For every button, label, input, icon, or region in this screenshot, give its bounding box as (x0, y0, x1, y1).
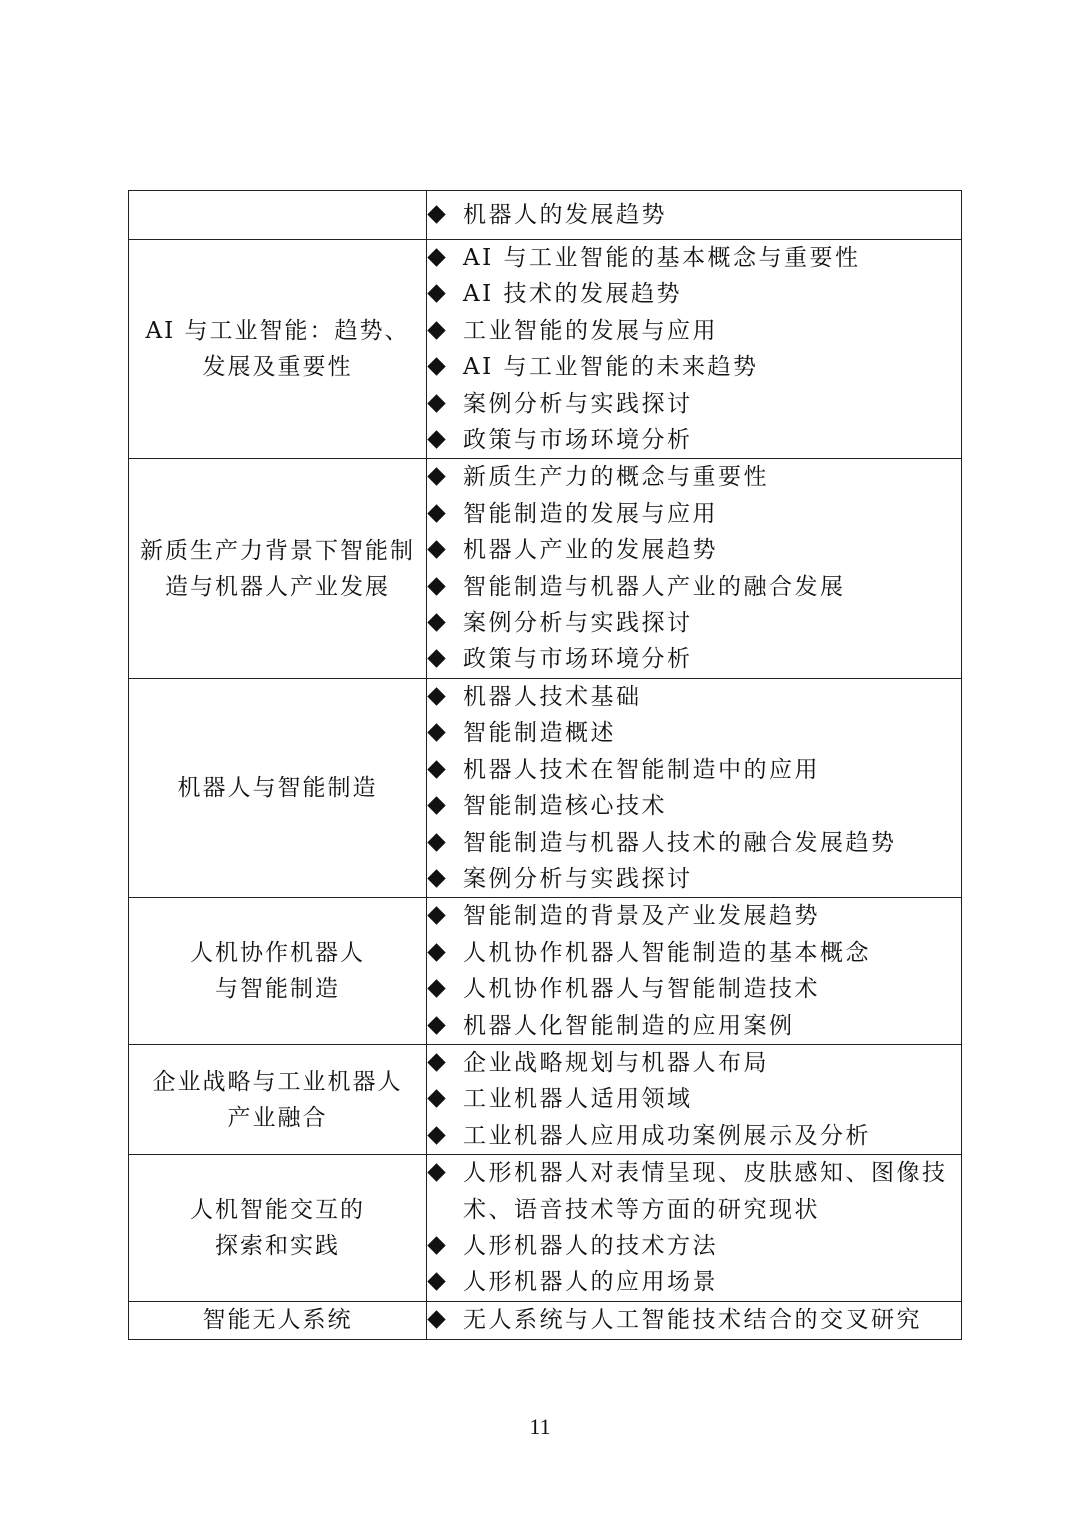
topic-cell (129, 459, 427, 678)
list-item (427, 1081, 961, 1117)
diamond-bullet-icon (427, 907, 445, 925)
course-table (128, 190, 962, 1340)
topic-line: 探索和实践 (215, 1232, 340, 1259)
list-item (427, 1302, 961, 1338)
list-item (427, 276, 961, 312)
items-cell (427, 191, 962, 240)
topic-line: 人机智能交互的 (190, 1196, 365, 1223)
list-item (427, 898, 961, 934)
table-row (129, 1155, 962, 1302)
diamond-bullet-icon (427, 468, 445, 486)
diamond-bullet-icon (427, 321, 445, 339)
diamond-bullet-icon (427, 577, 445, 595)
list-item (427, 825, 961, 861)
list-item-text: 人形机器人对表情呈现、皮肤感知、图像技术、语音技术等方面的研究现状 (463, 1160, 948, 1223)
list-item (427, 1118, 961, 1154)
list-item-text: 人机协作机器人智能制造的基本概念 (463, 939, 871, 966)
diamond-bullet-icon (427, 248, 445, 266)
list-item (427, 532, 961, 568)
list-item (427, 679, 961, 715)
list-item-text: 机器人技术在智能制造中的应用 (463, 756, 820, 783)
diamond-bullet-icon (427, 833, 445, 851)
bullet-list (427, 1155, 961, 1301)
list-item (427, 349, 961, 385)
bullet-list (427, 1302, 961, 1338)
diamond-bullet-icon (427, 541, 445, 559)
list-item (427, 422, 961, 458)
topic-cell (129, 191, 427, 240)
topic-line: 人机协作机器人 (190, 940, 365, 967)
diamond-bullet-icon (427, 613, 445, 631)
topic-cell (129, 1044, 427, 1154)
topic-line: 产业融合 (227, 1104, 328, 1131)
diamond-bullet-icon (427, 430, 445, 448)
diamond-bullet-icon (427, 1053, 445, 1071)
list-item-text: 政策与市场环境分析 (463, 427, 693, 454)
list-item (427, 1045, 961, 1081)
topic-line: 智能无人系统 (202, 1307, 353, 1334)
diamond-bullet-icon (427, 1163, 445, 1181)
bullet-list (427, 898, 961, 1044)
list-item-text: 企业战略规划与机器人布局 (463, 1049, 769, 1076)
list-item (427, 641, 961, 677)
topic-line: 造与机器人产业发展 (165, 573, 390, 600)
items-cell (427, 898, 962, 1045)
list-item-text: 人形机器人的技术方法 (463, 1232, 718, 1259)
items-cell (427, 240, 962, 459)
table-row (129, 1301, 962, 1339)
topic-line: 企业战略与工业机器人 (152, 1068, 403, 1095)
list-item-text: 智能制造概述 (463, 720, 616, 747)
items-cell (427, 1155, 962, 1302)
list-item-text: 案例分析与实践探讨 (463, 865, 693, 892)
list-item-text: 智能制造的背景及产业发展趋势 (463, 903, 820, 930)
list-item (427, 752, 961, 788)
course-table-body (129, 191, 962, 1340)
list-item-text: 案例分析与实践探讨 (463, 390, 693, 417)
page-number: 11 (529, 1414, 551, 1439)
list-item-text: 智能制造与机器人技术的融合发展趋势 (463, 829, 897, 856)
list-item-text: AI 与工业智能的基本概念与重要性 (463, 245, 861, 271)
list-item-text: 机器人的发展趋势 (463, 201, 667, 228)
list-item (427, 1155, 961, 1228)
list-item (427, 861, 961, 897)
diamond-bullet-icon (427, 504, 445, 522)
list-item-text: AI 与工业智能的未来趋势 (463, 354, 759, 381)
list-item-text: 工业机器人应用成功案例展示及分析 (463, 1122, 871, 1149)
diamond-bullet-icon (427, 650, 445, 668)
list-item-text: 政策与市场环境分析 (463, 646, 693, 673)
bullet-list (427, 1045, 961, 1154)
diamond-bullet-icon (427, 1236, 445, 1254)
items-cell (427, 678, 962, 897)
list-item (427, 788, 961, 824)
bullet-list (427, 197, 961, 233)
topic-line: 发展及重要性 (202, 354, 353, 381)
list-item-text: 无人系统与人工智能技术结合的交叉研究 (463, 1307, 922, 1334)
table-row (129, 191, 962, 240)
topic-line: AI 与工业智能：趋势、 (145, 318, 410, 345)
list-item (427, 715, 961, 751)
diamond-bullet-icon (427, 285, 445, 303)
list-item (427, 1228, 961, 1264)
diamond-bullet-icon (427, 724, 445, 742)
list-item-text: AI 技术的发展趋势 (463, 281, 683, 308)
list-item-text: 人形机器人的应用场景 (463, 1269, 718, 1296)
list-item (427, 935, 961, 971)
list-item-text: 案例分析与实践探讨 (463, 610, 693, 637)
list-item-text: 机器人技术基础 (463, 683, 642, 710)
items-cell (427, 459, 962, 678)
bullet-list (427, 459, 961, 677)
list-item (427, 197, 961, 233)
table-row (129, 240, 962, 459)
diamond-bullet-icon (427, 979, 445, 997)
items-cell (427, 1301, 962, 1339)
bullet-list (427, 679, 961, 897)
diamond-bullet-icon (427, 687, 445, 705)
diamond-bullet-icon (427, 205, 445, 223)
list-item (427, 496, 961, 532)
list-item (427, 386, 961, 422)
table-row (129, 898, 962, 1045)
list-item (427, 569, 961, 605)
list-item-text: 机器人化智能制造的应用案例 (463, 1012, 795, 1039)
list-item-text: 新质生产力的概念与重要性 (463, 464, 769, 491)
table-row (129, 678, 962, 897)
list-item-text: 智能制造核心技术 (463, 793, 667, 820)
topic-cell (129, 678, 427, 897)
topic-cell (129, 1155, 427, 1302)
list-item (427, 971, 961, 1007)
list-item (427, 313, 961, 349)
list-item-text: 工业机器人适用领域 (463, 1086, 693, 1113)
diamond-bullet-icon (427, 869, 445, 887)
list-item (427, 240, 961, 276)
diamond-bullet-icon (427, 760, 445, 778)
list-item (427, 459, 961, 495)
topic-line: 新质生产力背景下智能制 (140, 537, 415, 564)
diamond-bullet-icon (427, 1090, 445, 1108)
list-item (427, 605, 961, 641)
diamond-bullet-icon (427, 943, 445, 961)
topic-line: 与智能制造 (215, 976, 340, 1003)
topic-line: 机器人与智能制造 (177, 775, 378, 802)
diamond-bullet-icon (427, 394, 445, 412)
diamond-bullet-icon (427, 796, 445, 814)
list-item (427, 1008, 961, 1044)
table-row (129, 459, 962, 678)
list-item-text: 智能制造的发展与应用 (463, 500, 718, 527)
diamond-bullet-icon (427, 1273, 445, 1291)
topic-cell (129, 240, 427, 459)
table-row (129, 1044, 962, 1154)
diamond-bullet-icon (427, 358, 445, 376)
bullet-list (427, 240, 961, 458)
list-item-text: 工业智能的发展与应用 (463, 317, 718, 344)
list-item-text: 人机协作机器人与智能制造技术 (463, 976, 820, 1003)
list-item (427, 1264, 961, 1300)
list-item-text: 机器人产业的发展趋势 (463, 537, 718, 564)
items-cell (427, 1044, 962, 1154)
topic-cell (129, 898, 427, 1045)
diamond-bullet-icon (427, 1310, 445, 1328)
list-item-text: 智能制造与机器人产业的融合发展 (463, 573, 846, 600)
diamond-bullet-icon (427, 1126, 445, 1144)
diamond-bullet-icon (427, 1016, 445, 1034)
topic-cell (129, 1301, 427, 1339)
